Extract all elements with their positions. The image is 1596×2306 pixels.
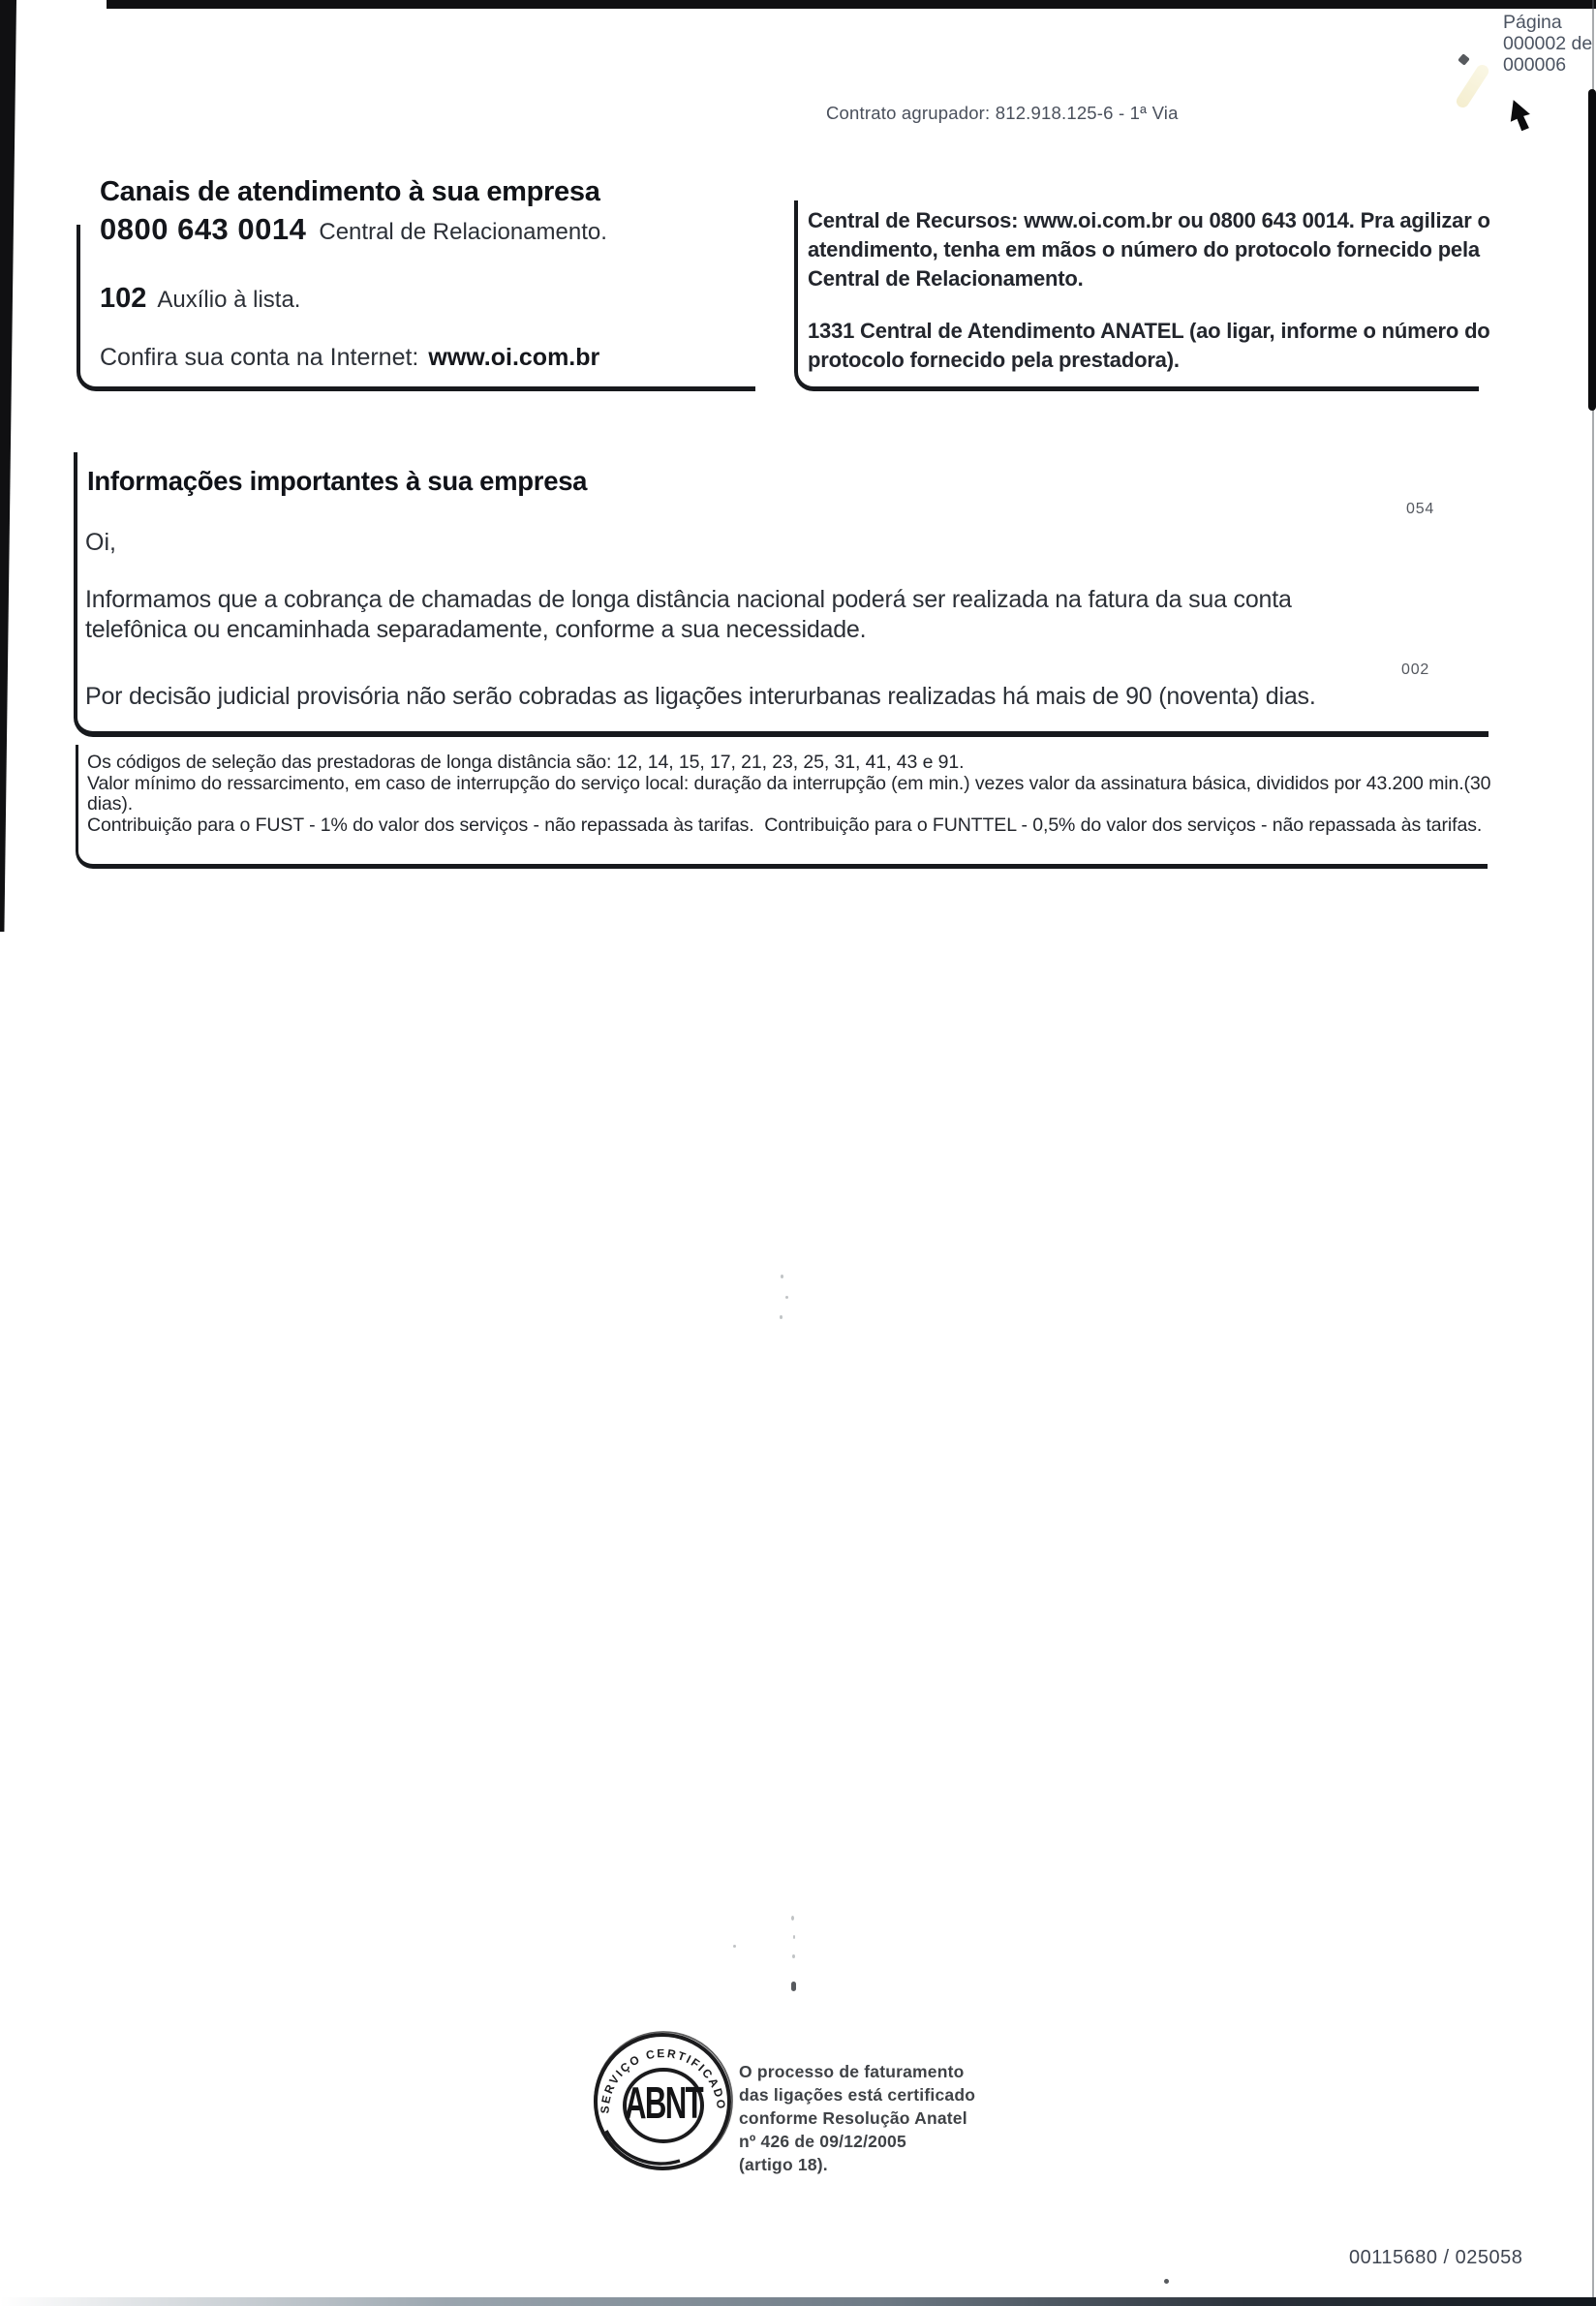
resources-paragraph-2 [808,317,1490,375]
page-info-current: 000002 de [1503,33,1593,54]
legal-line: Os códigos de seleção das prestadoras de longa distância são: 12, 14, 15, 17, 21, 23, 25, 31, 41, 43 e 91. [87,752,965,773]
scan-speck [1164,2279,1169,2284]
scan-edge-top [107,0,1596,9]
scan-speck [733,1945,736,1948]
scan-edge-right-bar [1588,89,1596,411]
resources-p1-line: atendimento, tenha em mãos o número do protocolo fornecido pela [808,237,1480,261]
scan-speck [792,1954,795,1958]
resources-p1-line: Central de Recursos: www.oi.com.br ou 0800 643 0014. Pra agilizar o [808,208,1490,232]
main-phone-number: 0800 643 0014 [100,212,307,246]
scan-speck [791,1916,794,1921]
important-info-title: Informações importantes à sua empresa [87,466,588,496]
page-info-label: Página [1503,12,1562,33]
certification-line: (artigo 18). [739,2155,828,2174]
side-code-054: 054 [1406,501,1435,517]
info-paragraph-1 [85,585,1292,644]
internet-label: Confira sua conta na Internet: [100,344,419,371]
certification-line: das ligações está certificado [739,2085,976,2105]
legal-line: Contribuição para o FUST - 1% do valor dos serviços - não repassada às tarifas. Contribuição para o FUNTTEL - 0,5% do valor dos serviços - não repassada às tarifas. [87,814,1483,836]
main-phone-label: Central de Relacionamento. [319,219,607,245]
seal-arc-text: SERVIÇO CERTIFICADO [598,2045,728,2114]
channels-web-row [100,344,599,372]
channels-box-title: Canais de atendimento à sua empresa [100,176,600,207]
scan-speck [791,1982,796,1991]
resources-p2-line: protocolo fornecido pela prestadora). [808,348,1180,372]
internet-url: www.oi.com.br [428,344,600,371]
list-phone-label: Auxílio à lista. [157,287,301,313]
channels-phone-row [100,212,607,247]
certification-line: O processo de faturamento [739,2062,965,2081]
document-code: 00115680 / 025058 [1349,2247,1523,2268]
page-info-total: 000006 [1503,54,1567,76]
legal-text-block [87,753,1490,836]
side-code-002: 002 [1401,661,1430,678]
scan-speck [781,1275,783,1278]
resources-p2-line: 1331 Central de Atendimento ANATEL (ao ligar, informe o número do [808,319,1490,343]
info-p1-line: Informamos que a cobrança de chamadas de longa distância nacional poderá ser realizada na fatura da sua conta [85,586,1292,613]
scan-speck [785,1296,788,1299]
legal-line: Valor mínimo do ressarcimento, em caso de interrupção do serviço local: duração da interrupção (em min.) vezes valor da assinatura básica, divididos por 43.200 min.(30 [87,772,1491,794]
list-phone-number: 102 [100,283,147,314]
certification-line: conforme Resolução Anatel [739,2108,967,2128]
scan-smudge [1454,62,1490,109]
legal-line: dias). [87,793,134,815]
greeting-text: Oi, [85,529,116,556]
certification-text-block [739,2060,975,2176]
scan-speck [1458,53,1470,66]
scan-edge-bottom [0,2297,1596,2306]
page-number-block [1503,12,1592,76]
channels-list-row [100,283,300,315]
scan-edge-left [0,0,16,932]
abnt-certification-seal [591,2028,734,2175]
resources-paragraph-1 [808,206,1490,293]
info-p1-line: telefônica ou encaminhada separadamente, conforme a sua necessidade. [85,615,867,643]
contract-group-line: Contrato agrupador: 812.918.125-6 - 1ª Via [826,103,1179,123]
scan-cursor-mark [1509,99,1536,132]
certification-line: nº 426 de 09/12/2005 [739,2132,906,2151]
scan-speck [793,1935,795,1939]
info-paragraph-2: Por decisão judicial provisória não serão cobradas as ligações interurbanas realizadas há mais de 90 (noventa) dias. [85,683,1316,710]
scan-speck [780,1315,783,1319]
seal-center-text: ABNT [625,2077,702,2129]
resources-p1-line: Central de Relacionamento. [808,266,1084,291]
